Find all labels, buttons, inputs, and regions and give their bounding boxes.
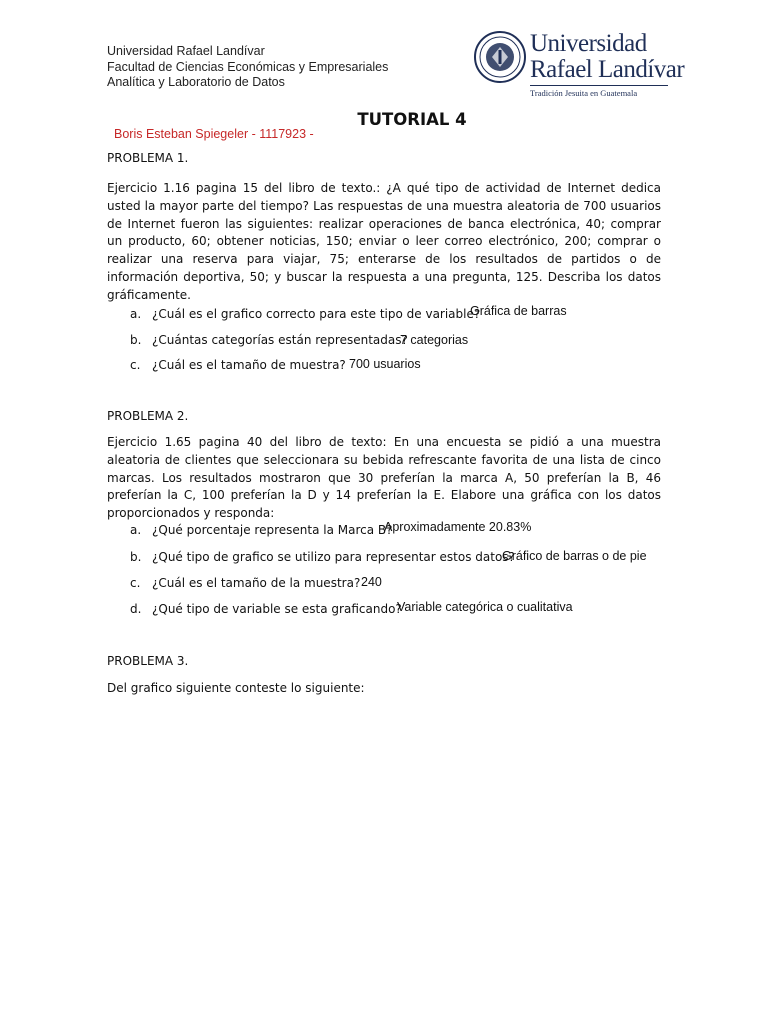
question-text: ¿Cuál es el tamaño de la muestra? (152, 576, 361, 590)
question-letter: d. (130, 602, 142, 616)
header-course: Analítica y Laboratorio de Datos (107, 75, 285, 89)
problem-1-answer-b: 7 categorias (400, 333, 469, 347)
question-letter: b. (130, 333, 142, 347)
problem-3-text: Del grafico siguiente conteste lo siguiente: (107, 681, 365, 695)
problem-1-text: Ejercicio 1.16 pagina 15 del libro de texto.: ¿A qué tipo de actividad de Internet dedica usted la mayor parte del tiempo? Las respuestas de una muestra aleatoria de 700 usuarios de Internet fueron las siguientes: realizar operaciones de banca electrónica, 40; comprar un producto, 60; obtener noticias, 150; enviar o leer correo electrónico, 200; comprar o realizar una reserva para viajar, 75; enterarse de los resultados de partidos o de información deportiva, 50; y buscar la respuesta a una pregunta, 125. Describa los datos gráficamente. (107, 181, 661, 302)
university-seal-icon (474, 28, 526, 86)
institution-header (107, 44, 388, 91)
problem-3-heading: PROBLEMA 3. (107, 654, 189, 668)
header-faculty: Facultad de Ciencias Económicas y Empresariales (107, 59, 389, 74)
problem-1-answer-c: 700 usuarios (349, 357, 421, 371)
problem-2-answer-c: 240 (361, 575, 382, 589)
problem-2-answer-b: Gráfico de barras o de pie (502, 549, 647, 563)
logo-tagline: Tradición Jesuita en Guatemala (530, 88, 638, 98)
logo-line-2: Rafael Landívar (530, 56, 685, 83)
logo-line-1: Universidad (530, 30, 647, 57)
problem-2-heading: PROBLEMA 2. (107, 409, 189, 423)
problem-2-answer-a: Aproximadamente 20.83% (384, 520, 532, 534)
header-university: Universidad Rafael Landívar (107, 44, 265, 58)
question-text: ¿Qué tipo de grafico se utilizo para representar estos datos? (152, 550, 515, 564)
question-text: ¿Qué tipo de variable se esta graficando? (152, 602, 402, 616)
question-text: ¿Cuál es el tamaño de muestra? (152, 358, 346, 372)
question-text: ¿Cuál es el grafico correcto para este tipo de variable? (152, 307, 481, 321)
question-letter: c. (130, 576, 141, 590)
question-letter: a. (130, 523, 142, 537)
question-text: ¿Cuántas categorías están representadas? (152, 333, 408, 347)
question-text: ¿Qué porcentaje representa la Marca B? (152, 523, 393, 537)
problem-2-answer-d: Variable categórica o cualitativa (397, 600, 573, 614)
problem-1-answer-a: Gráfica de barras (470, 304, 567, 318)
question-letter: c. (130, 358, 141, 372)
document-title: TUTORIAL 4 (357, 110, 467, 129)
university-logo (474, 28, 684, 102)
question-letter: a. (130, 307, 142, 321)
logo-divider (530, 85, 668, 86)
author-line: Boris Esteban Spiegeler - 1117923 - (114, 127, 314, 141)
problem-1-heading: PROBLEMA 1. (107, 151, 189, 165)
problem-2-text: Ejercicio 1.65 pagina 40 del libro de texto: En una encuesta se pidió a una muestra aleatoria de clientes que seleccionara su bebida refrescante favorita de una lista de cinco marcas. Los resultados mostraron que 30 preferían la marca A, 50 preferían la B, 46 preferían la C, 100 preferían la D y 14 preferían la E. Elabore una gráfica con los datos proporcionados y responda: (107, 435, 661, 521)
question-letter: b. (130, 550, 142, 564)
